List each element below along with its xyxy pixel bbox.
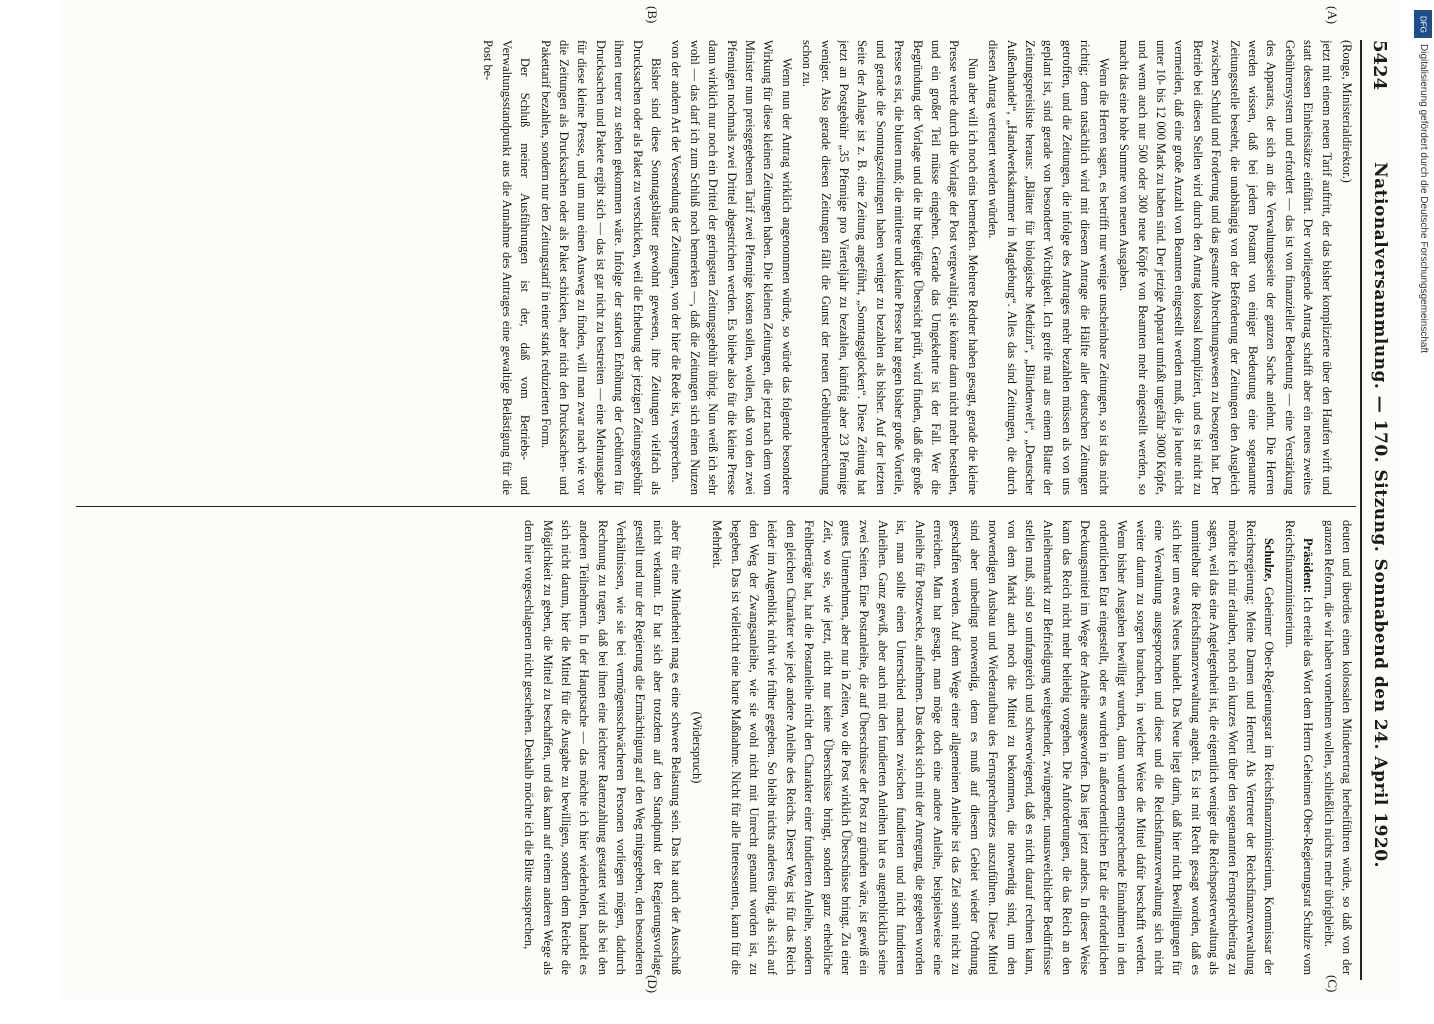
paragraph: Wenn die Herren sagen, es betrifft nur wenige unscheinbare Zeitungen, so ist das nicht richtig; denn tatsächlich wird mit diesem Antrage die Hälfte aller deutschen Zeitungen getroffen, und die Zeitungen, die infolge des Antrages mehr bezahlen müssen als von uns geplant ist, sind gerade von besonderer Wichtigkeit. Ich greife mal aus einem Blatte der Zeitungspreisliste heraus: „Blätter für biologische Medizin“, „Blindenwelt“, „Deutscher Außenhandel“, „Handwerkskammer in Magdeburg“. Alles das sind Zeitungen, die durch diesen Antrag verteuert werden würden. bbox=[986, 40, 1111, 495]
paragraph: Bisher sind diese Sonntagsblätter gewohnt gewesen, ihre Zeitungen vielfach als Drucksachen oder als Paket zu verschicken, weil die Erhebung der jetzigen Zeitungsgebühr ihnen teurer zu stehen gekommen wäre. Infolge der starken Erhöhung der Gebühren für Drucksachen und Pakete ergibt sich — das ist gar nicht zu bestreiten — eine Mehrausgabe für diese kleine Presse, und um nun einen Ausweg zu finden, will man zwar nach wie vor die Zeitungen als Drucksachen oder als Paket schicken, aber nicht den Drucksachen- und Pakettarif bezahlen, sondern nur den Zeitungstarif in einer stark reduzierten Form. bbox=[538, 40, 663, 495]
speaker-label: Präsident: bbox=[1301, 538, 1316, 594]
schulze-text: Geheimer Ober-Regierungsrat im Reichsfinanzministerium, Kommissar der Reichsregierung: Meine Damen und Herren! Als Vertreter der Reichsfinanzverwaltung möchte ich mir erlauben, noch ein kurzes Wort über den sogenannten Fernsprechbeitrag zu sagen, weil das eine Angelegenheit ist, die eigentlich weniger die Reichspostverwaltung als unmittelbar die Reichsfinanzverwaltung angeht. Es ist mit Recht gesagt worden, daß es sich hier um etwas Neues handelt. Das Neue liegt darin, daß hier nicht Bewilligungen für eine Verwaltung ausgesprochen und diese und die Reichsfinanzverwaltung sich nicht weiter darum zu sorgen brauchen, in welcher Weise die Mittel dafür beschafft werden. Wenn bisher Ausgaben bewilligt wurden, dann wurden entsprechende Einnahmen in den ordentlichen Etat eingestellt, oder es wurden in außerordentlichen Etat die erforderlichen Deckungsmittel im Wege der Anleihe ausgeworfen. Das liegt jetzt anders. In dieser Weise kann das Reich nicht mehr beliebig vorgehen. Die Anforderungen, die das Reich an den Anleihenmarkt zur Befriedigung weitgehender, zwingender, unausweichlicher Bedürfnisse stellen muß, sind so umfangreich und schwerwiegend, daß es nicht darauf rechnen kann, von dem Markt auch noch die Mittel zu bekommen, die notwendig sind, um den notwendigen Ausbau und Wiederaufbau des Fernsprechnetzes auszuführen. Diese Mittel sind aber unbedingt notwendig, denn es muß auf diesem Gebiet wieder Ordnung geschaffen werden. Auf dem Wege einer allgemeinen Anleihe ist das Ziel somit nicht zu erreichen. Man hat gesagt, man möge doch eine andere Anleihe, beispielsweise eine Anleihe für Postzwecke, aufnehmen. Das deckt sich mit der Anregung, die gegeben worden ist, man sollte einen Unterschied machen zwischen fundierten und nicht fundierten Anleihen. Ganz gewiß, aber auch mit den fundierten Anleihen hat es augenblicklich seine zwei Seiten. Eine Postanleihe, die auf Überschüsse der Post zu gründen wäre, ist gewiß ein gutes Unternehmen, aber nur in Zeiten, wo die Post wirklich Überschüsse bringt. Zu einer Zeit, wo sie, wie jetzt, nicht nur keine Überschüsse bringt, sondern ganz erhebliche Fehlbeträge hat, hat die Postanleihe nicht den Charakter einer fundierten Anleihe, sondern den gleichen Charakter wie jede andere Anleihe des Reichs. Dieser Weg ist für das Reich leider im Augenblick nicht wie früher gegeben. So bleibt nichts anderes übrig, als sich auf den Weg der Zwangsanleihe, wie sie wohl nicht mit Unrecht genannt worden ist, zu begeben. Das ist vielleicht eine harte Maßnahme. Nicht für alle Interessenten, kann für die Mehrheit. bbox=[710, 520, 1277, 975]
margin-marker-b: (B) bbox=[645, 6, 660, 24]
column-divider bbox=[76, 506, 1356, 507]
margin-marker-d: (D) bbox=[645, 975, 660, 994]
text-column-right bbox=[76, 520, 1356, 975]
credit-text: Digitalisierung gefördert durch die Deutsche Forschungsgemeinschaft bbox=[1418, 44, 1429, 354]
margin-marker-a: (A) bbox=[1325, 6, 1340, 25]
running-title: Nationalversammlung. — 170. Sitzung. Sonnabend den 24. April 1920. bbox=[1370, 162, 1390, 868]
document-page bbox=[60, 0, 1400, 1000]
dfg-logo-icon: DFG bbox=[1414, 10, 1432, 38]
page-header bbox=[1360, 40, 1398, 980]
paragraph: Wenn nun der Antrag wirklich angenommen würde, so würde das folgende besondere Wirkung für diese kleinen Zeitungen haben. Die kleinen Zeitungen, die jetzt nach dem vom Minister nun preisgegebenen Tarif zwei Pfennige kosten sollen, wollen, daß von den zwei Pfennigen nochmals zwei Drittel abgestrichen werden. Es bliebe also für die kleine Presse dann wirklich nur noch ein Drittel der geringsten Zeitungsgebühr übrig. Nun weiß ich sehr wohl — das darf ich zum Schluß noch bemerken —, daß die Zeitungen sich einen Nutzen von der andern Art der Versendung der Zeitungen, von der hier die Rede ist, versprechen. bbox=[669, 40, 794, 495]
paragraph: deuten und überdies einen kolossalen Minderertrag herbeiführen würde, so daß von der ganzen Reform, die wir haben vornehmen wollen, schließlich nichts mehr übrigbleibt. bbox=[1321, 520, 1354, 975]
paragraph: aber für eine Minderheit mag es eine schwere Belastung sein. Das hat auch der Ausschuß nicht verkannt. Er hat sich aber trotzdem auf den Standpunkt der Regierungsvorlage gestellt und nur der Regierung die Ermächtigung auf den Weg mitgegeben, den besonderen Verhältnissen, wie sie bei vermögensschwächeren Personen vorliegen mögen, dadurch Rechnung zu tragen, daß bei ihnen eine leichtere Ratenzahlung gestattet wird als bei den anderen Teilnehmern. In der Hauptsache — das möchte ich hier wiederholen, handelt es sich nicht darum, hier die Mittel für die Ausgabe zu bewilligen, sondern dem Reiche die Möglichkeit zu geben, die Mittel zu beschaffen, und das kann auf einem anderen Wege als dem hier vorgeschlagenen nicht geschehen. Deshalb möchte ich die Bitte aussprechen, bbox=[522, 520, 684, 975]
paragraph: Nun aber will ich noch eins bemerken. Mehrere Redner haben gesagt, gerade die kleine Presse werde durch die Vorlage der Post vergewaltigt, sie könne dann nicht mehr bestehen, und ein großer Teil müsse eingehen. Gerade das Umgekehrte ist der Fall. Wer die Begründung der Vorlage und die ihr beigefügte Übersicht prüft, wird finden, daß die große Presse es ist, die bluten muß; die mittlere und kleine Presse hat gegen bisher große Vorteile, und gerade die Sonntagszeitungen haben weniger zu bezahlen als bisher. Auf der letzten Seite der Anlage ist z. B. eine Zeitung angeführt, „Sonntagsglocken“. Diese Zeitung hat jetzt an Postgebühr „35 Pfennige pro Vierteljahr zu bezahlen, künftig aber 23 Pfennige weniger. Also gerade diesen Zeitungen fällt die Gunst der neuen Gebührenberechnung schon zu. bbox=[800, 40, 980, 495]
president-paragraph bbox=[1280, 520, 1317, 975]
speaker-note: (Ronge, Ministerialdirektor.) bbox=[1340, 40, 1354, 183]
text-column-left bbox=[76, 40, 1356, 495]
page-number: 5424 bbox=[1369, 40, 1391, 91]
margin-marker-c: (C) bbox=[1325, 975, 1340, 993]
paragraph: Der Schluß meiner Ausführungen ist der, daß vom Betriebs- und Verwaltungsstandpunkt aus die Annahme des Antrages eine gewaltige Belästigung für die Post be- bbox=[481, 40, 533, 495]
president-text: Ich erteile das Wort dem Herrn Geheimen Ober-Regierungsrat Schulze vom Reichsfinanzministerium. bbox=[1282, 520, 1316, 975]
paragraph: jetzt mit einem neuen Tarif auftritt, der das bisher komplizierte über den Haufen wirft und statt dessen Einheitssätze einführt. Der vorliegende Antrag schafft aber ein neues zweites Gebührensystem und erfordert — das ist von finanzieller Bedeutung — eine Verstärkung des Apparats, der sich an die Verwaltungsseite der ganzen Sache anlehnt. Die Herren werden wissen, daß bei jedem Postamt von einiger Bedeutung eine sogenannte Zeitungsstelle besteht, die unabhängig von der Beförderung der Zeitungen den Ausgleich zwischen Schuld und Forderung und das gesamte Abrechnungswesen zu besorgen hat. Der Betrieb bei diesen Stellen wird durch den Antrag kolossal kompliziert, und es ist nicht zu vermeiden, daß eine große Anzahl von Beamten eingestellt werden muß, die ja heute nicht unter 10- bis 12 000 Mark zu haben sind. Der jetzige Apparat umfaßt ungefähr 3000 Köpfe, und wenn auch nur 500 oder 300 neue Köpfe von Beamten mehr eingestellt werden, so macht das eine hohe Summe von neuen Ausgaben. bbox=[1117, 40, 1334, 495]
schulze-paragraph bbox=[708, 520, 1279, 975]
speaker-label: Schulze, bbox=[1262, 538, 1277, 582]
interjection: (Widerspruch) bbox=[689, 711, 704, 784]
digitization-credit bbox=[1416, 44, 1430, 1024]
